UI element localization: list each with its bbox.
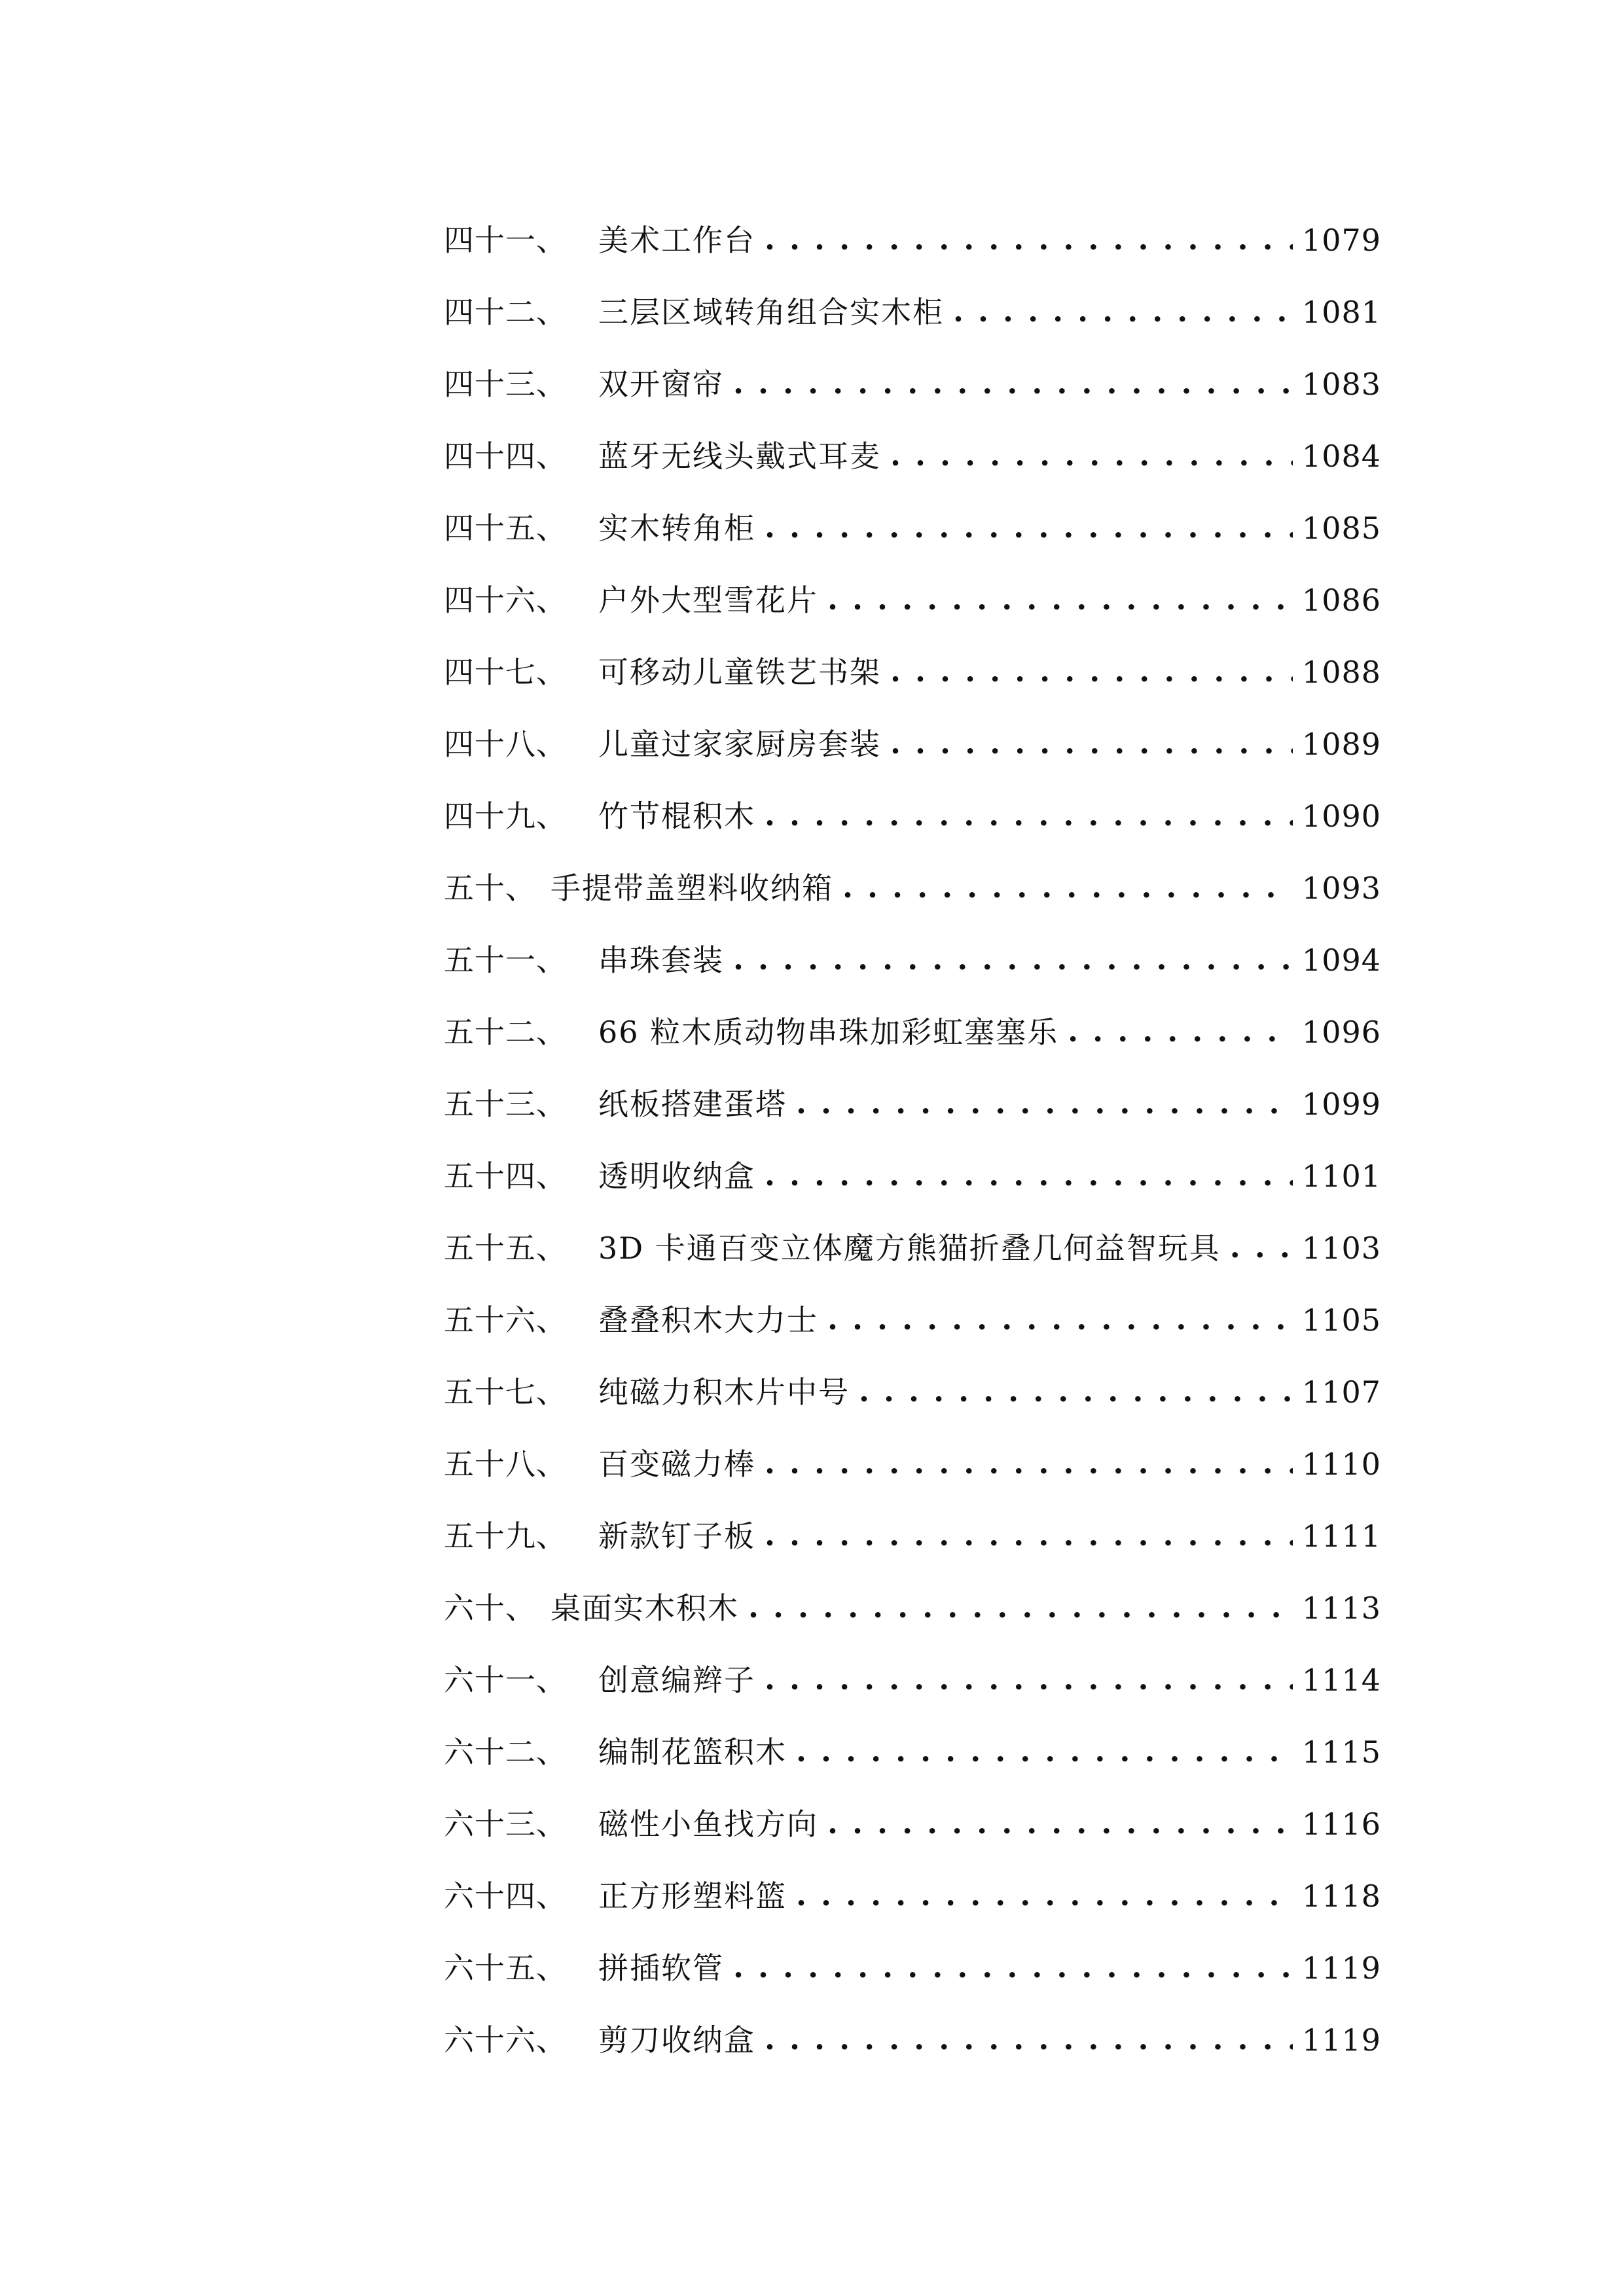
- toc-entry-page: 1111: [1301, 1518, 1381, 1554]
- dot-leader: [796, 1737, 1293, 1767]
- toc-entry-page: 1103: [1301, 1230, 1381, 1266]
- toc-entry-number: 五十二、: [444, 1014, 567, 1050]
- dot-leader: [1068, 1017, 1293, 1047]
- toc-entry[interactable]: [444, 1860, 1381, 1932]
- dot-leader: [765, 1521, 1293, 1551]
- toc-entry-title: 叠叠积木大力士: [598, 1302, 818, 1338]
- toc-entry-number: 四十五、: [444, 511, 567, 546]
- dot-leader: [765, 513, 1293, 543]
- toc-entry-page: 1086: [1301, 583, 1381, 618]
- dot-leader: [765, 1665, 1293, 1695]
- toc-entry[interactable]: [444, 1644, 1381, 1716]
- dot-leader: [796, 1089, 1293, 1119]
- toc-entry-title: 纯磁力积木片中号: [598, 1374, 850, 1410]
- toc-entry-number: 四十一、: [444, 223, 567, 258]
- toc-entry-number: 六十、: [444, 1590, 536, 1626]
- toc-entry-page: 1113: [1301, 1590, 1381, 1626]
- toc-entry-title: 双开窗帘: [598, 367, 724, 402]
- toc-entry-page: 1105: [1301, 1302, 1381, 1338]
- dot-leader: [733, 369, 1293, 399]
- toc-entry-title: 儿童过家家厨房套装: [598, 726, 881, 762]
- toc-entry-title: 蓝牙无线头戴式耳麦: [598, 439, 881, 474]
- toc-entry-number: 六十六、: [444, 2022, 567, 2058]
- toc-entry[interactable]: [444, 1068, 1381, 1140]
- toc-entry-number: 五十九、: [444, 1518, 567, 1554]
- dot-leader: [953, 297, 1293, 327]
- toc-entry-title: 编制花篮积木: [598, 1734, 787, 1770]
- toc-entry[interactable]: [444, 2004, 1381, 2076]
- toc-entry[interactable]: [444, 1932, 1381, 2004]
- dot-leader: [890, 441, 1293, 471]
- toc-entry-title: 新款钉子板: [598, 1518, 755, 1554]
- toc-entry-page: 1115: [1301, 1734, 1381, 1770]
- toc-entry-title: 66 粒木质动物串珠加彩虹塞塞乐: [598, 1014, 1059, 1050]
- toc-entry-page: 1090: [1301, 798, 1381, 834]
- toc-entry-number: 五十五、: [444, 1230, 567, 1266]
- toc-entry-page: 1094: [1301, 942, 1381, 978]
- toc-entry[interactable]: [444, 1428, 1381, 1500]
- toc-entry-number: 五十六、: [444, 1302, 567, 1338]
- toc-entry[interactable]: [444, 1788, 1381, 1860]
- toc-entry[interactable]: [444, 276, 1381, 348]
- toc-entry[interactable]: [444, 1284, 1381, 1356]
- toc-entry[interactable]: [444, 204, 1381, 276]
- toc-entry-number: 六十三、: [444, 1806, 567, 1842]
- toc-entry-number: 四十四、: [444, 439, 567, 474]
- toc-entry-title: 剪刀收纳盒: [598, 2022, 755, 2058]
- toc-entry-number: 五十、: [444, 870, 536, 906]
- toc-entry[interactable]: [444, 852, 1381, 924]
- toc-entry-page: 1079: [1301, 223, 1381, 258]
- dot-leader: [733, 945, 1293, 975]
- dot-leader: [733, 1953, 1293, 1983]
- toc-entry-page: 1110: [1301, 1446, 1381, 1482]
- toc-entry-number: 四十九、: [444, 798, 567, 834]
- toc-entry-title: 磁性小鱼找方向: [598, 1806, 818, 1842]
- toc-entry-number: 五十一、: [444, 942, 567, 978]
- toc-entry-title: 实木转角柜: [598, 511, 755, 546]
- toc-entry-title: 三层区域转角组合实木柜: [598, 295, 944, 330]
- toc-entry-title: 串珠套装: [598, 942, 724, 978]
- toc-entry[interactable]: [444, 1716, 1381, 1788]
- toc-entry[interactable]: [444, 420, 1381, 492]
- toc-entry-title: 户外大型雪花片: [598, 583, 818, 618]
- toc-entry-number: 六十四、: [444, 1878, 567, 1914]
- toc-entry[interactable]: [444, 492, 1381, 564]
- toc-entry-page: 1119: [1301, 1950, 1381, 1986]
- toc-entry-page: 1116: [1301, 1806, 1381, 1842]
- toc-entry-title: 竹节棍积木: [598, 798, 755, 834]
- toc-entry-title: 纸板搭建蛋塔: [598, 1086, 787, 1122]
- dot-leader: [765, 225, 1293, 255]
- toc-entry[interactable]: [444, 636, 1381, 708]
- toc-entry-page: 1114: [1301, 1662, 1381, 1698]
- dot-leader: [765, 1161, 1293, 1191]
- dot-leader: [765, 801, 1293, 831]
- toc-entry-page: 1088: [1301, 655, 1381, 690]
- toc-entry-title: 3D 卡通百变立体魔方熊猫折叠几何益智玩具: [598, 1230, 1221, 1266]
- toc-entry-number: 六十二、: [444, 1734, 567, 1770]
- dot-leader: [765, 2025, 1293, 2055]
- toc-entry-title: 桌面实木积木: [550, 1590, 739, 1626]
- toc-entry-title: 美术工作台: [598, 223, 755, 258]
- toc-entry-number: 六十一、: [444, 1662, 567, 1698]
- toc-entry-page: 1083: [1301, 367, 1381, 402]
- toc-entry-page: 1118: [1301, 1878, 1381, 1914]
- toc-entry-number: 四十八、: [444, 726, 567, 762]
- toc-entry[interactable]: [444, 1140, 1381, 1212]
- dot-leader: [890, 657, 1293, 687]
- dot-leader: [842, 873, 1293, 903]
- toc-entry-number: 五十八、: [444, 1446, 567, 1482]
- table-of-contents: [444, 204, 1381, 2076]
- dot-leader: [827, 585, 1293, 615]
- toc-entry-number: 五十七、: [444, 1374, 567, 1410]
- dot-leader: [859, 1377, 1293, 1407]
- toc-entry-page: 1099: [1301, 1086, 1381, 1122]
- toc-entry-page: 1119: [1301, 2022, 1381, 2058]
- toc-entry-title: 百变磁力棒: [598, 1446, 755, 1482]
- toc-entry-page: 1101: [1301, 1158, 1381, 1194]
- toc-entry[interactable]: [444, 996, 1381, 1068]
- toc-entry-page: 1081: [1301, 295, 1381, 330]
- dot-leader: [748, 1593, 1293, 1623]
- toc-entry[interactable]: [444, 348, 1381, 420]
- toc-entry[interactable]: [444, 1500, 1381, 1572]
- toc-entry-page: 1084: [1301, 439, 1381, 474]
- dot-leader: [1230, 1233, 1293, 1263]
- toc-entry[interactable]: [444, 780, 1381, 852]
- dot-leader: [827, 1809, 1293, 1839]
- toc-entry[interactable]: [444, 924, 1381, 996]
- toc-entry-number: 四十六、: [444, 583, 567, 618]
- toc-entry-number: 五十四、: [444, 1158, 567, 1194]
- toc-entry-number: 六十五、: [444, 1950, 567, 1986]
- toc-entry-title: 拼插软管: [598, 1950, 724, 1986]
- toc-entry-title: 可移动儿童铁艺书架: [598, 655, 881, 690]
- toc-entry[interactable]: [444, 1572, 1381, 1644]
- dot-leader: [765, 1449, 1293, 1479]
- dot-leader: [796, 1881, 1293, 1911]
- toc-entry[interactable]: [444, 1356, 1381, 1428]
- toc-entry-title: 正方形塑料篮: [598, 1878, 787, 1914]
- toc-entry-number: 四十三、: [444, 367, 567, 402]
- toc-entry-page: 1093: [1301, 870, 1381, 906]
- toc-entry[interactable]: [444, 708, 1381, 780]
- toc-entry-number: 四十二、: [444, 295, 567, 330]
- toc-entry-title: 手提带盖塑料收纳箱: [550, 870, 833, 906]
- toc-entry-page: 1085: [1301, 511, 1381, 546]
- dot-leader: [890, 729, 1293, 759]
- toc-entry-page: 1107: [1301, 1374, 1381, 1410]
- toc-entry[interactable]: [444, 564, 1381, 636]
- toc-entry-number: 五十三、: [444, 1086, 567, 1122]
- dot-leader: [827, 1305, 1293, 1335]
- toc-entry[interactable]: [444, 1212, 1381, 1284]
- toc-entry-number: 四十七、: [444, 655, 567, 690]
- toc-entry-title: 透明收纳盒: [598, 1158, 755, 1194]
- toc-entry-page: 1089: [1301, 726, 1381, 762]
- toc-entry-page: 1096: [1301, 1014, 1381, 1050]
- toc-entry-title: 创意编辫子: [598, 1662, 755, 1698]
